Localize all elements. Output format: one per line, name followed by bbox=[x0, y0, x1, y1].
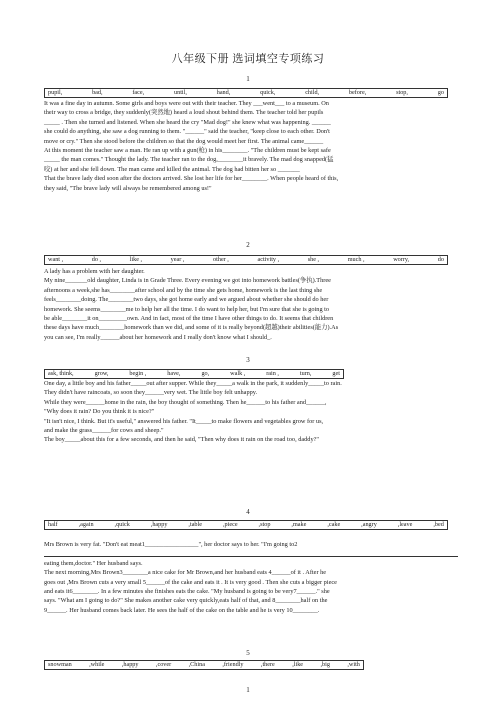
passage-line bbox=[44, 549, 458, 558]
passage-line: The next morning,Mrs Brown3________a nice cake for Mr Brown,and her husband eats 4______of it . After he bbox=[44, 569, 327, 577]
passage-line: says. "What am I going to do?" She makes another cake very quickly,eats half of that, and 8________half on the bbox=[44, 597, 328, 605]
word-bank-item: activity , bbox=[257, 255, 280, 263]
word-bank-item: like , bbox=[129, 255, 143, 263]
passage-line: That the brave lady died soon after the doctors arrived. She lost her life for her________. When people heard of this, bbox=[44, 175, 339, 183]
passage-line: While they were______home in the rain, the boy thought of something. Then he______to his father and______, bbox=[44, 398, 327, 406]
word-bank-item: want , bbox=[48, 255, 64, 263]
passage-line: feels________doing. The________two days, she got home early and we argued about whether she should do her bbox=[44, 296, 329, 304]
word-bank-item: ,piece bbox=[222, 520, 238, 528]
passage-line: move or cry." Then she stood before the children so that the dog would meet her first. The animal came______ bbox=[44, 137, 324, 145]
word-bank-item: bad, bbox=[92, 88, 103, 96]
word-bank-item: ,leave bbox=[397, 520, 413, 528]
word-bank-item: she , bbox=[307, 255, 320, 263]
word-bank-item: ,like bbox=[292, 660, 304, 668]
word-bank-item: other , bbox=[213, 255, 229, 263]
passage-line: At this moment the teacher saw a man. He ran up with a gun(枪) in his________. "The children must be kept safe bbox=[44, 147, 331, 155]
word-bank-item: ,cover bbox=[155, 660, 172, 668]
word-bank-item: year , bbox=[170, 255, 185, 263]
word-bank-item: walk , bbox=[230, 369, 246, 377]
word-bank-item: ,again bbox=[78, 520, 94, 528]
word-bank-item: hand, bbox=[216, 88, 231, 96]
word-bank-item: ,happy bbox=[150, 520, 168, 528]
word-bank-item: ,stop bbox=[258, 520, 271, 528]
passage-line: One day, a little boy and his father_____out after supper. While they_____a walk in the park, it suddenly_____to rain. bbox=[44, 380, 342, 387]
word-bank bbox=[44, 255, 448, 265]
word-bank bbox=[44, 660, 364, 670]
word-bank-item: face, bbox=[132, 88, 145, 96]
word-bank-item: ,cake bbox=[327, 520, 341, 528]
word-bank-item: ,make bbox=[291, 520, 307, 528]
word-bank-item: worry, bbox=[393, 255, 410, 263]
word-bank-item: ,quick bbox=[114, 520, 130, 528]
word-bank-item: ,with bbox=[347, 660, 360, 668]
word-bank-item: until, bbox=[174, 88, 187, 96]
passage-line: A lady has a problem with her daughter. bbox=[44, 268, 145, 275]
passage-line: be able________it on_________own. And in fact, most of the time I have other things to do. It seems that children bbox=[44, 315, 334, 323]
section-number: 3 bbox=[246, 356, 250, 364]
passage-line: _____ the man comes." Thought the lady. The teacher ran to the dog,________it bravely. The mad dog snapped(猛 bbox=[44, 156, 334, 164]
passage-line: and eats it6________. In a few minutes she finishes eats the cake. "My husband is going to be very7______." she bbox=[44, 588, 330, 596]
answer-line bbox=[44, 556, 458, 557]
section-number: 1 bbox=[246, 75, 250, 83]
word-bank-item: ,bed bbox=[433, 520, 444, 528]
passage-line: My nine_______old daughter, Linda is in Grade Three. Every evening we got into homework battles(争执).Three bbox=[44, 277, 331, 285]
word-bank-item: ,there bbox=[260, 660, 275, 668]
word-bank-item: child, bbox=[305, 88, 320, 96]
word-bank-item: ,while bbox=[89, 660, 105, 668]
word-bank-item: stop, bbox=[396, 88, 408, 96]
word-bank bbox=[44, 88, 448, 98]
word-bank-item: ask, think, bbox=[48, 369, 74, 377]
word-bank-item: ,big bbox=[320, 660, 330, 668]
word-bank-item: have, bbox=[167, 369, 181, 377]
section-number: 2 bbox=[246, 241, 250, 249]
passage-line: eating them,doctor." Her husband says. bbox=[44, 559, 143, 567]
word-bank-item: pupil, bbox=[48, 88, 63, 96]
section-number: 4 bbox=[246, 508, 250, 516]
passage-line: 咬) at her and she fell down. The man came and killed the animal. The dog had bitten her so _______ bbox=[44, 165, 300, 173]
word-bank-item: get bbox=[332, 369, 340, 377]
passage-line: afternoons a week,she has________after school and by the time she gets home, homework is the last thing she bbox=[44, 286, 323, 294]
passage-line: 9______. Her husband comes back later. He sees the half of the cake on the table and he is very 10________. bbox=[44, 606, 320, 614]
passage bbox=[44, 99, 458, 193]
passage-line: "It isn't nice, I think. But it's useful," answered his father. "It_____to make flowers and vegetables grow for us, bbox=[44, 417, 324, 425]
word-bank-item: ,angry bbox=[361, 520, 377, 528]
passage-line: they said, "The brave lady will always be remembered among us!" bbox=[44, 184, 212, 192]
word-bank-item: turn, bbox=[299, 369, 312, 377]
passage-line: their way to cross a bridge, they suddenly(突然地) heard a loud shout behind them. The teacher told her pupils bbox=[44, 109, 324, 117]
passage-line: They didn't have raincoats, so soon they______very wet. The little boy felt unhappy. bbox=[44, 389, 258, 397]
word-bank-item: ,friendly bbox=[222, 660, 244, 668]
passage-line: you can see, I'm really______about her homework and I really don't know what I should_. bbox=[44, 333, 272, 341]
passage-line: homework. She seems________me to help her all the time. I do want to help her, but I'm sure that she is going to bbox=[44, 305, 330, 313]
section-number: 5 bbox=[246, 649, 250, 657]
word-bank-item: ,happy bbox=[121, 660, 139, 668]
passage-line: she could do anything, she saw a dog running to them. "______" said the teacher, "keep close to each other. Don't bbox=[44, 128, 330, 136]
passage-line: goes out ,Mrs Brown cuts a very small 5______of the cake and eats it . It is very good . Then she cuts a bigger piece bbox=[44, 578, 337, 586]
word-bank-item: ,China bbox=[188, 660, 205, 668]
passage-line: "Why does it rain? Do you think it is nice?" bbox=[44, 408, 155, 416]
word-bank-item: quick, bbox=[260, 88, 276, 96]
passage-line: _____ . Then she turned and listened. When she heard the cry "Mad dog!" she knew what was happening. ______ bbox=[44, 118, 331, 126]
word-bank-item: ,table bbox=[188, 520, 202, 528]
passage-line: Mrs Brown is very fat. "Don't eat meat1_________________", her doctor says to her. "I'm going to2 bbox=[44, 541, 298, 548]
word-bank bbox=[44, 520, 448, 530]
word-bank-item: begin , bbox=[129, 369, 147, 377]
word-bank-item: rain , bbox=[266, 369, 279, 377]
word-bank-item: go bbox=[437, 88, 444, 96]
word-bank-item: before, bbox=[348, 88, 367, 96]
passage bbox=[44, 379, 458, 445]
word-bank-item: much , bbox=[347, 255, 365, 263]
word-bank-item: half bbox=[48, 520, 58, 528]
passage bbox=[44, 267, 458, 342]
passage-line: these days have much________homework than we did, and some of it is really beyond(超越)their abilities(能力).As bbox=[44, 324, 339, 332]
passage-line: and make the grass______for cows and sheep." bbox=[44, 427, 164, 435]
passage-line: The boy_____about this for a few seconds, and then he said, "Then why does it rain on the road too, daddy?" bbox=[44, 436, 319, 444]
word-bank bbox=[44, 369, 344, 379]
word-bank-item: snowman bbox=[48, 660, 72, 668]
word-bank-item: grow, bbox=[94, 369, 109, 377]
word-bank-item: do , bbox=[91, 255, 102, 263]
word-bank-item: go, bbox=[201, 369, 210, 377]
word-bank-item: do bbox=[437, 255, 444, 263]
passage-line: It was a fine day in autumn. Some girls and boys were out with their teacher. They ___went___ to a museum. On bbox=[44, 100, 329, 107]
passage bbox=[44, 540, 458, 615]
page-title: 八年级下册 选词填空专项练习 bbox=[171, 53, 325, 65]
page-number: 1 bbox=[246, 686, 250, 694]
